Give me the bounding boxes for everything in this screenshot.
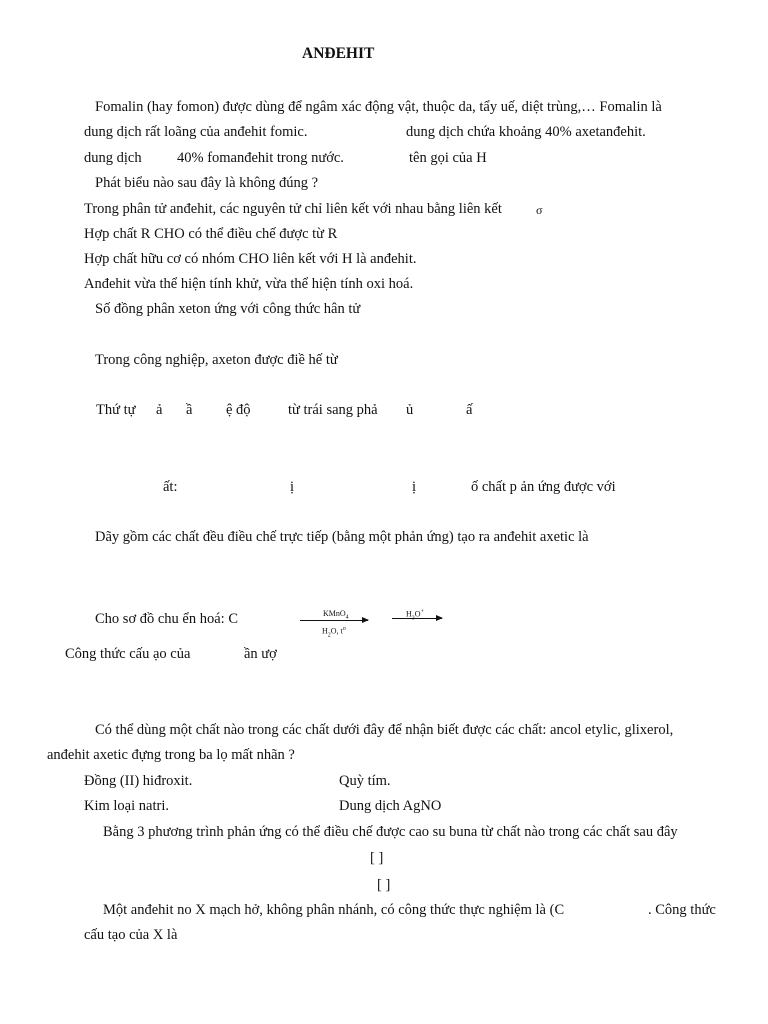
question-3-stem: Số đồng phân xeton ứng với công thức hân tử bbox=[95, 301, 361, 317]
text-fragment: Công thức cấu ạo của bbox=[65, 646, 191, 662]
question-8-stem: Có thể dùng một chất nào trong các chất dưới đây để nhận biết được các chất: ancol etylic, glixerol, bbox=[95, 722, 674, 738]
sigma-symbol: σ bbox=[536, 203, 543, 217]
question-9-stem: Bằng 3 phương trình phản ứng có thể điều chế được cao su buna từ chất nào trong các chất sau đây bbox=[103, 824, 678, 840]
option-text: Đồng (II) hiđroxit. bbox=[84, 773, 193, 789]
arrow-1-condition: $H_2O$, $t^o$ bbox=[322, 626, 346, 639]
bracket-text: [ ] bbox=[377, 877, 391, 893]
option-text: Dung dịch AgNO bbox=[339, 798, 442, 814]
option-text: dung dịch rất loãng của anđehit fomic. bbox=[84, 124, 308, 140]
question-1-stem: Fomalin (hay fomon) được dùng để ngâm xác động vật, thuộc da, tẩy uế, diệt trùng,… Fomalin là bbox=[95, 99, 662, 115]
option-text: Trong phân tử anđehit, các nguyên tử chỉ liên kết với nhau bằng liên kết bbox=[84, 201, 502, 217]
question-5-stem: Thứ tự bbox=[96, 402, 136, 418]
text-fragment: ất: bbox=[163, 479, 178, 495]
question-4-stem: Trong công nghiệp, axeton được điề hế từ bbox=[95, 352, 338, 368]
question-7-stem: Cho sơ đồ chu ển hoá: C bbox=[95, 611, 238, 627]
text-fragment: ần ượ bbox=[244, 646, 277, 662]
text-fragment: . Công thức bbox=[648, 902, 716, 918]
page-title: ANĐEHIT bbox=[302, 45, 375, 62]
text-fragment: ố chất p ản ứng được với bbox=[471, 479, 616, 495]
option-text: Quỳ tím. bbox=[339, 773, 391, 789]
option-text: Anđehit vừa thể hiện tính khử, vừa thể hiện tính oxi hoá. bbox=[84, 276, 414, 292]
text-fragment: từ trái sang phả bbox=[288, 402, 378, 418]
text-fragment: ủ bbox=[406, 402, 414, 418]
text-fragment: ầ bbox=[186, 402, 193, 418]
text-fragment: ị bbox=[412, 479, 417, 495]
option-text: Hợp chất R CHO có thể điều chế được từ R bbox=[84, 226, 338, 242]
question-10-stem: Một anđehit no X mạch hở, không phân nhánh, có công thức thực nghiệm là (C bbox=[103, 902, 565, 918]
text-fragment: ấ bbox=[466, 402, 473, 418]
arrow-2-reagent: $H_3O^+$ bbox=[406, 609, 424, 622]
question-6-stem: Dãy gồm các chất đều điều chế trực tiếp (bằng một phản ứng) tạo ra anđehit axetic là bbox=[95, 529, 589, 545]
bracket-text: [ ] bbox=[370, 850, 384, 866]
option-text: 40% fomanđehit trong nước. bbox=[177, 150, 344, 166]
option-text: dung dịch chứa khoảng 40% axetanđehit. bbox=[406, 124, 646, 140]
reaction-arrow-2 bbox=[392, 618, 442, 619]
question-2-stem: Phát biểu nào sau đây là không đúng ? bbox=[95, 175, 319, 191]
option-text: Hợp chất hữu cơ có nhóm CHO liên kết với H là anđehit. bbox=[84, 251, 417, 267]
question-8-stem-cont: anđehit axetic đựng trong ba lọ mất nhãn ? bbox=[47, 747, 295, 763]
question-10-stem-cont: cấu tạo của X là bbox=[84, 927, 178, 943]
option-text: dung dịch bbox=[84, 150, 142, 166]
option-text: tên gọi của H bbox=[409, 150, 487, 166]
reaction-arrow-1 bbox=[300, 620, 368, 621]
text-fragment: ệ độ bbox=[226, 402, 251, 418]
arrow-1-reagent: KMnO$_4$ bbox=[323, 609, 349, 621]
text-fragment: ả bbox=[156, 402, 163, 418]
text-fragment: ị bbox=[290, 479, 295, 495]
option-text: Kim loại natri. bbox=[84, 798, 169, 814]
